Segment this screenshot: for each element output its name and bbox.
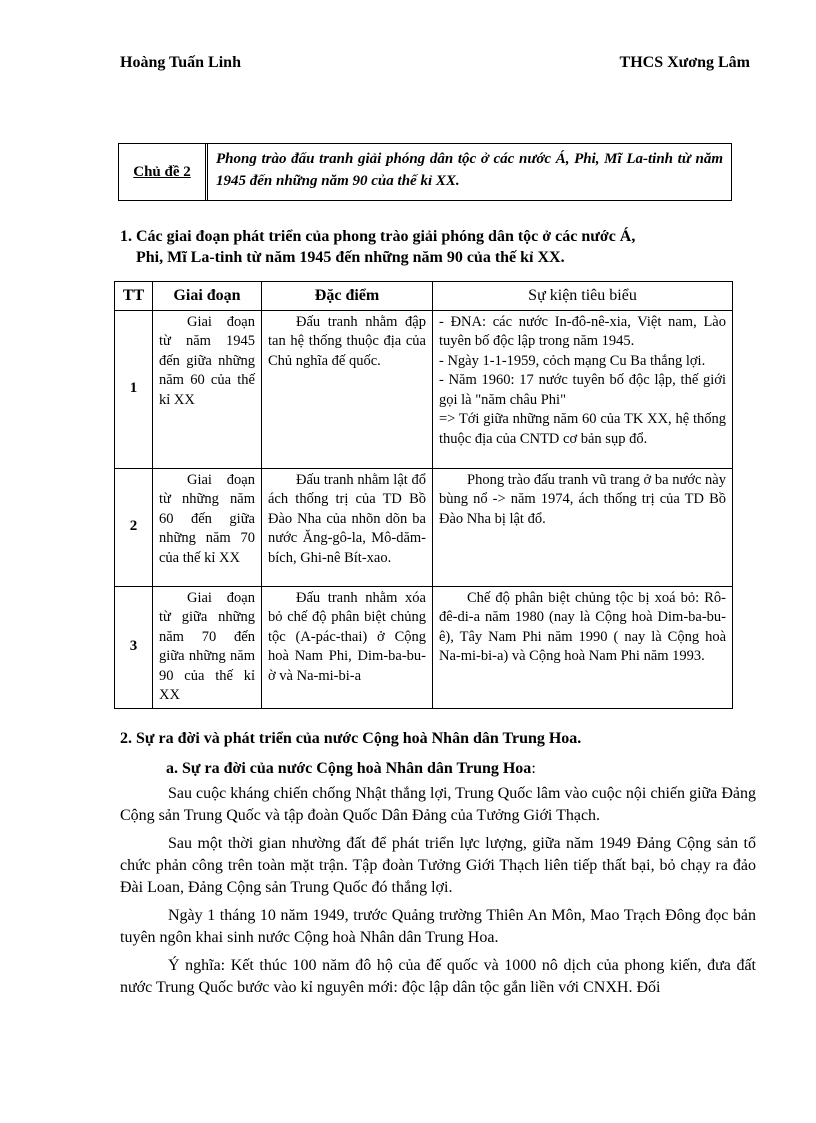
row-feature: Đấu tranh nhằm xóa bỏ chế độ phân biệt chủng tộc (A-pác-thai) ở Cộng hoà Nam Phi, Dim-ba-bu-ờ và Na-mi-bi-a [262, 586, 433, 708]
section-1-line-2: Phi, Mĩ La-tinh từ năm 1945 đến những năm 90 của thế kỉ XX. [136, 249, 565, 266]
header-tt: TT [115, 282, 153, 311]
table-row [115, 586, 733, 708]
row-events: Phong trào đấu tranh vũ trang ở ba nước này bùng nổ -> năm 1974, ách thống trị của TD Bồ Đào Nha bị lật đổ. [433, 468, 733, 586]
paragraph: Sau một thời gian nhường đất để phát triển lực lượng, giữa năm 1949 Đảng Cộng sản tổ chức phản công trên toàn mặt trận. Tập đoàn Tưởng Giới Thạch liên tiếp thất bại, bỏ chạy ra đảo Đài Loan, Đảng Cộng sản Trung Quốc đó thắng lợi. [120, 835, 756, 896]
row-number: 2 [115, 468, 153, 586]
stages-table [114, 281, 733, 709]
row-feature: Đấu tranh nhằm lật đổ ách thống trị của TD Bồ Đào Nha của nhõn dõn ba nước Ăng-gô-la, Mô-dăm-bích, Ghi-nê Bít-xao. [262, 468, 433, 586]
header-events: Sự kiện tiêu biểu [433, 282, 733, 311]
paragraph: Sau cuộc kháng chiến chống Nhật thắng lợi, Trung Quốc lâm vào cuộc nội chiến giữa Đảng Cộng sản Trung Quốc và tập đoàn Quốc Dân Đảng của Tưởng Giới Thạch. [120, 785, 756, 824]
row-number: 3 [115, 586, 153, 708]
section-2a-body [120, 783, 756, 1005]
paragraph: Ý nghĩa: Kết thúc 100 năm đô hộ của đế quốc và 1000 nô dịch của phong kiến, đưa đất nước Trung Quốc bước vào kỉ nguyên mới: độc lập dân tộc gắn liền với CNXH. Đối [120, 957, 756, 996]
topic-box [118, 143, 732, 201]
row-number: 1 [115, 310, 153, 468]
event-line: - Ngày 1-1-1959, cỏch mạng Cu Ba thắng lợi. [439, 352, 706, 369]
section-1-line-1: 1. Các giai đoạn phát triển của phong trào giải phóng dân tộc ở các nước Á, [120, 228, 636, 245]
row-events [433, 310, 733, 468]
topic-label [119, 144, 208, 200]
row-feature: Đấu tranh nhằm đập tan hệ thống thuộc địa của Chủ nghĩa đế quốc. [262, 310, 433, 468]
header-feature: Đặc điểm [262, 282, 433, 311]
header-author: Hoàng Tuấn Linh [120, 54, 241, 71]
topic-title: Phong trào đấu tranh giải phóng dân tộc ở các nước Á, Phi, Mĩ La-tinh từ năm 1945 đến những năm 90 của thế kỉ XX. [216, 151, 723, 189]
header-stage: Giai đoạn [153, 282, 262, 311]
event-line: - Năm 1960: 17 nước tuyên bố độc lập, thế giới gọi là "năm châu Phi" [439, 372, 726, 408]
row-events: Chế độ phân biệt chủng tộc bị xoá bỏ: Rô-đê-di-a năm 1980 (nay là Cộng hoà Dim-ba-bu-ê), Tây Nam Phi năm 1990 ( nay là Cộng hoà Na-mi-bi-a) và Cộng hoà Nam Phi năm 1993. [433, 586, 733, 708]
section-2a-colon: : [531, 760, 536, 777]
event-line: - ĐNA: các nước In-đô-nê-xia, Việt nam, Lào tuyên bố độc lập trong năm 1945. [439, 313, 726, 349]
section-2a-title: a. Sự ra đời của nước Cộng hoà Nhân dân Trung Hoa [166, 760, 532, 777]
table-header-row [115, 282, 733, 311]
section-2-heading: 2. Sự ra đời và phát triển của nước Cộng hoà Nhân dân Trung Hoa. [120, 730, 582, 747]
row-stage: Giai đoạn từ giữa những năm 70 đến giữa những năm 90 của thế kỉ XX [153, 586, 262, 708]
table-row [115, 310, 733, 468]
event-line: => Tới giữa những năm 60 của TK XX, hệ thống thuộc địa của CNTD cơ bản sụp đổ. [439, 411, 726, 447]
table-row [115, 468, 733, 586]
row-stage: Giai đoạn từ năm 1945 đến giữa những năm 60 của thế kỉ XX [153, 310, 262, 468]
paragraph: Ngày 1 tháng 10 năm 1949, trước Quảng trường Thiên An Môn, Mao Trạch Đông đọc bản tuyên ngôn khai sinh nước Cộng hoà Nhân dân Trung Hoa. [120, 907, 756, 946]
section-1-heading [120, 226, 720, 268]
section-2a-heading [166, 760, 536, 778]
header-school: THCS Xương Lâm [619, 54, 750, 71]
row-stage: Giai đoạn từ những năm 60 đến giữa những năm 70 của thế kỉ XX [153, 468, 262, 586]
topic-label-text: Chủ đề 2 [133, 163, 191, 180]
